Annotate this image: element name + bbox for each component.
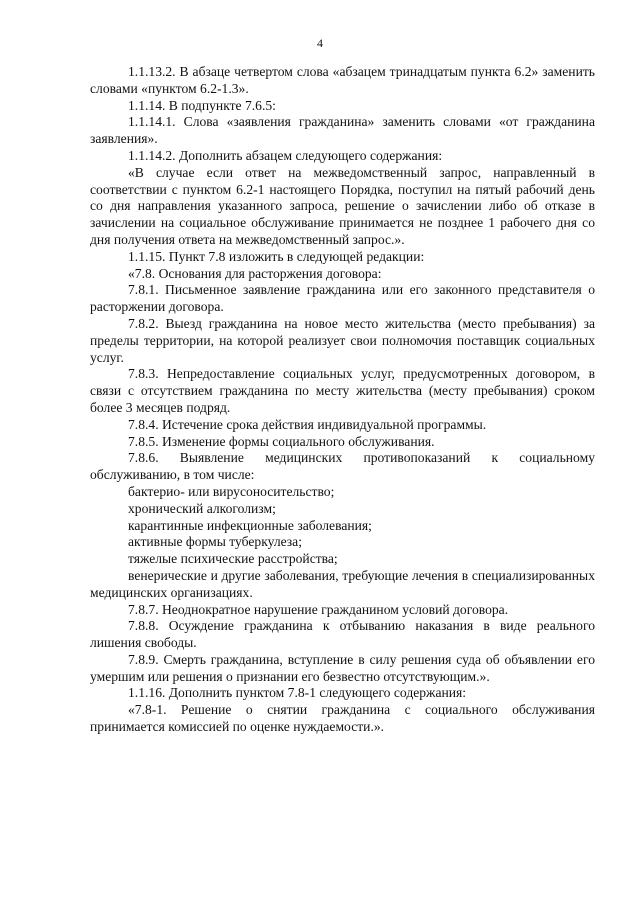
paragraph-list-bacterio: бактерио- или вирусоносительство; [128,483,335,499]
paragraph-1-1-16: 1.1.16. Дополнить пунктом 7.8-1 следующего содержания: [128,685,467,701]
paragraph-1-1-15: 1.1.15. Пункт 7.8 изложить в следующей редакции: [128,248,425,264]
paragraph-1-1-14-1: 1.1.14.1. Слова «заявления гражданина» заменить словами «от гражданина заявления». [90,114,595,147]
paragraph-7-8-5: 7.8.5. Изменение формы социального обслуживания. [128,433,435,449]
paragraph-7-8-9: 7.8.9. Смерть гражданина, вступление в силу решения суда об объявлении его умершим или решения о признании его безвестно отсутствующим.». [90,651,595,684]
paragraph-list-quarantine: карантинные инфекционные заболевания; [128,517,372,533]
paragraph-list-venereal: венерические и другие заболевания, требующие лечения в специализированных медицинских организациях. [90,567,595,600]
paragraph-7-8-8: 7.8.8. Осуждение гражданина к отбыванию наказания в виде реального лишения свободы. [90,618,595,651]
paragraph-7-8-1-new: «7.8-1. Решение о снятии гражданина с социального обслуживания принимается комиссией по оценке нуждаемости.». [90,702,595,735]
paragraph-1-1-13-2: 1.1.13.2. В абзаце четвертом слова «абзацем тринадцатым пункта 6.2» заменить словами «пунктом 6.2-1.3». [90,64,595,96]
document-body [90,64,595,736]
paragraph-7-8-1: 7.8.1. Письменное заявление гражданина или его законного представителя о расторжении договора. [90,282,595,315]
page-number: 4 [317,36,323,50]
paragraph-quote-interdept: «В случае если ответ на межведомственный запрос, направленный в соответствии с пунктом 6.2-1 настоящего Порядка, поступил на пятый рабочий день со дня направления указанного запроса, решение о зачислении либо об отказе в зачислении на социальное обслуживание принимается не позднее 1 рабочего дня со дня получения ответа на межведомственный запрос.». [90,164,595,247]
paragraph-7-8-3: 7.8.3. Непредоставление социальных услуг, предусмотренных договором, в связи с отсутствием гражданина по месту жительства (месту пребывания) сроком более 3 месяцев подряд. [90,366,595,415]
paragraph-list-alcohol: хронический алкоголизм; [128,500,276,516]
paragraph-7-8-6: 7.8.6. Выявление медицинских противопоказаний к социальному обслуживанию, в том числе: [90,450,595,483]
paragraph-7-8: «7.8. Основания для расторжения договора: [128,265,382,281]
paragraph-7-8-4: 7.8.4. Истечение срока действия индивидуальной программы. [128,416,487,432]
paragraph-list-mental: тяжелые психические расстройства; [128,551,338,567]
paragraph-7-8-2: 7.8.2. Выезд гражданина на новое место жительства (место пребывания) за пределы территории, на которой реализует свои полномочия поставщик социальных услуг. [90,315,595,365]
paragraph-list-tuberculosis: активные формы туберкулеза; [128,534,302,550]
paragraph-1-1-14: 1.1.14. В подпункте 7.6.5: [128,97,276,113]
paragraph-1-1-14-2: 1.1.14.2. Дополнить абзацем следующего содержания: [128,147,443,163]
paragraph-7-8-7: 7.8.7. Неоднократное нарушение гражданином условий договора. [128,601,509,617]
